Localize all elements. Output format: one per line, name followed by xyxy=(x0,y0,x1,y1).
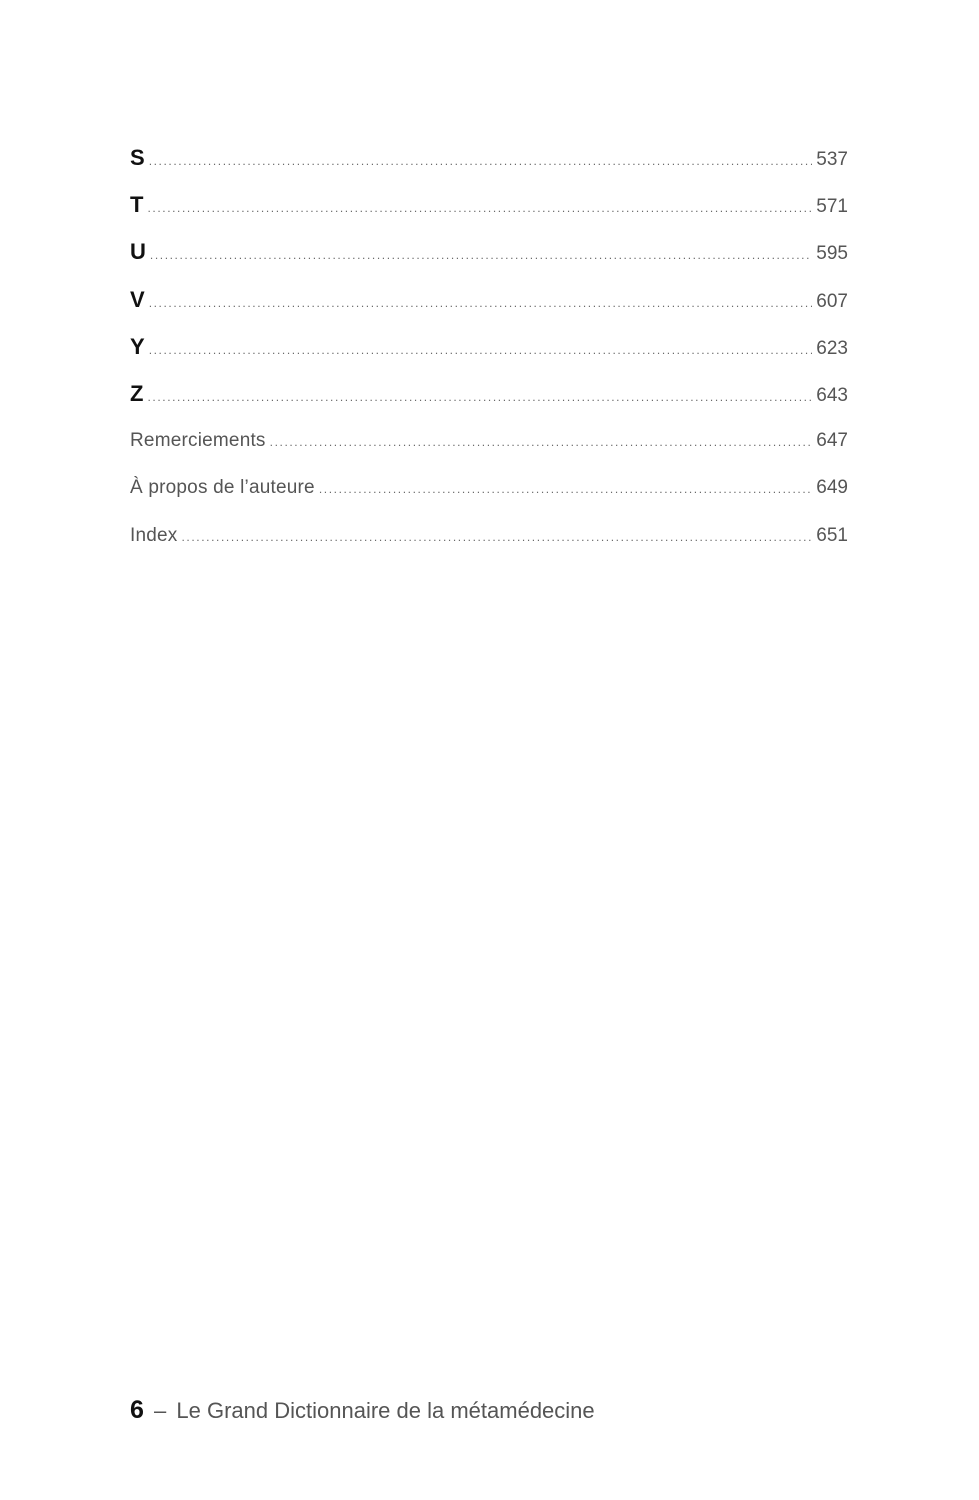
page-footer xyxy=(130,1396,595,1425)
toc-entry-page: 537 xyxy=(816,149,848,170)
dot-leader xyxy=(147,190,812,226)
toc-entry-page: 607 xyxy=(816,290,848,312)
toc-entry-label: Index xyxy=(130,524,178,546)
toc-entry-t[interactable] xyxy=(130,187,848,234)
toc-entry-remerciements[interactable] xyxy=(130,423,848,470)
toc-entry-a-propos[interactable] xyxy=(130,470,848,517)
toc-entry-page: 595 xyxy=(816,243,848,265)
toc-entry-page: 649 xyxy=(816,477,848,499)
table-of-contents xyxy=(130,140,848,565)
footer-page-number: 6 xyxy=(130,1396,144,1424)
toc-entry-label: V xyxy=(130,286,145,312)
dot-leader xyxy=(270,424,813,460)
toc-entry-y[interactable] xyxy=(130,329,848,376)
toc-entry-label: Y xyxy=(130,333,145,359)
toc-entry-v[interactable] xyxy=(130,282,848,329)
toc-entry-page: 571 xyxy=(816,196,848,218)
dot-leader xyxy=(150,237,812,273)
toc-entry-page: 651 xyxy=(816,524,848,546)
dot-leader xyxy=(181,519,812,555)
toc-entry-page: 643 xyxy=(816,384,848,406)
dot-leader xyxy=(149,143,813,179)
footer-book-title: Le Grand Dictionnaire de la métamédecine xyxy=(176,1398,595,1423)
toc-entry-page: 647 xyxy=(816,430,848,452)
toc-entry-label: S xyxy=(130,145,145,170)
toc-entry-z[interactable] xyxy=(130,376,848,423)
toc-entry-s[interactable] xyxy=(130,140,848,187)
toc-entry-page: 623 xyxy=(816,337,848,359)
toc-entry-label: T xyxy=(130,192,144,218)
toc-entry-label: U xyxy=(130,239,146,265)
toc-entry-u[interactable] xyxy=(130,234,848,281)
toc-entry-label: À propos de l’auteure xyxy=(130,477,315,499)
toc-entry-label: Remerciements xyxy=(130,430,266,452)
dot-leader xyxy=(149,332,813,368)
footer-separator: – xyxy=(154,1398,167,1423)
toc-entry-index[interactable] xyxy=(130,518,848,565)
dot-leader xyxy=(147,379,812,415)
dot-leader xyxy=(319,471,812,507)
dot-leader xyxy=(149,285,813,321)
toc-entry-label: Z xyxy=(130,380,144,406)
